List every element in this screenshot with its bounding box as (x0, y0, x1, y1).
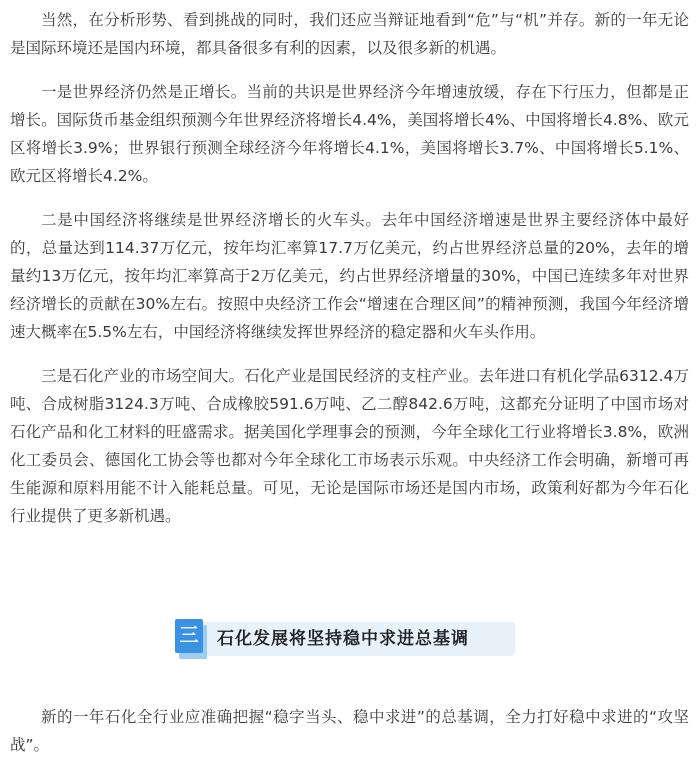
paragraph-opportunities-intro: 当然，在分析形势、看到挑战的同时，我们还应当辩证地看到“危”与“机”并存。新的一年无论是国际环境还是国内环境，都具备很多有利的因素，以及很多新的机遇。 (10, 11, 689, 57)
paragraph-petrochemical-market: 三是石化产业的市场空间大。石化产业是国民经济的支柱产业。去年进口有机化学品6312.4万吨、合成树脂3124.3万吨、合成橡胶591.6万吨、乙二醇842.6万吨，这都充分证明了中国市场对石化产品和化工材料的旺盛需求。据美国化学理事会的预测，今年全球化工行业将增长3.8%，欧洲化工委员会、德国化工协会等也都对今年全球化工市场表示乐观。中央经济工作会明确，新增可再生能源和原料用能不计入能耗总量。可见，无论是国际市场还是国内市场，政策利好都为今年石化行业提供了更多新机遇。 (10, 367, 689, 525)
section-title: 石化发展将坚持稳中求进总基调 (217, 629, 469, 649)
paragraph-world-economy: 一是世界经济仍然是正增长。当前的共识是世界经济今年增速放缓，存在下行压力，但都是正增长。国际货币基金组织预测今年世界经济将增长4.4%，美国将增长4%、中国将增长4.8%、欧元区将增长3.9%；世界银行预测全球经济今年将增长4.1%，美国将增长3.7%、中国将增长5.1%、欧元区将增长4.2%。 (10, 83, 689, 185)
paragraph-china-economy: 二是中国经济将继续是世界经济增长的火车头。去年中国经济增速是世界主要经济体中最好的，总量达到114.37万亿元，按年均汇率算17.7万亿美元，约占世界经济总量的20%，去年的增量约13万亿元，按年均汇率算高于2万亿美元，约占世界经济增量的30%，中国已连续多年对世界经济增长的贡献在30%左右。按照中央经济工作会“增速在合理区间”的精神预测，我国今年经济增速大概率在5.5%左右，中国经济将继续发挥世界经济的稳定器和火车头作用。 (10, 211, 689, 341)
section-heading (175, 619, 515, 659)
section-number-badge: 三 (175, 619, 203, 653)
paragraph-closing: 新的一年石化全行业应准确把握“稳字当头、稳中求进”的总基调，全力打好稳中求进的“攻坚战”。 (10, 708, 689, 754)
